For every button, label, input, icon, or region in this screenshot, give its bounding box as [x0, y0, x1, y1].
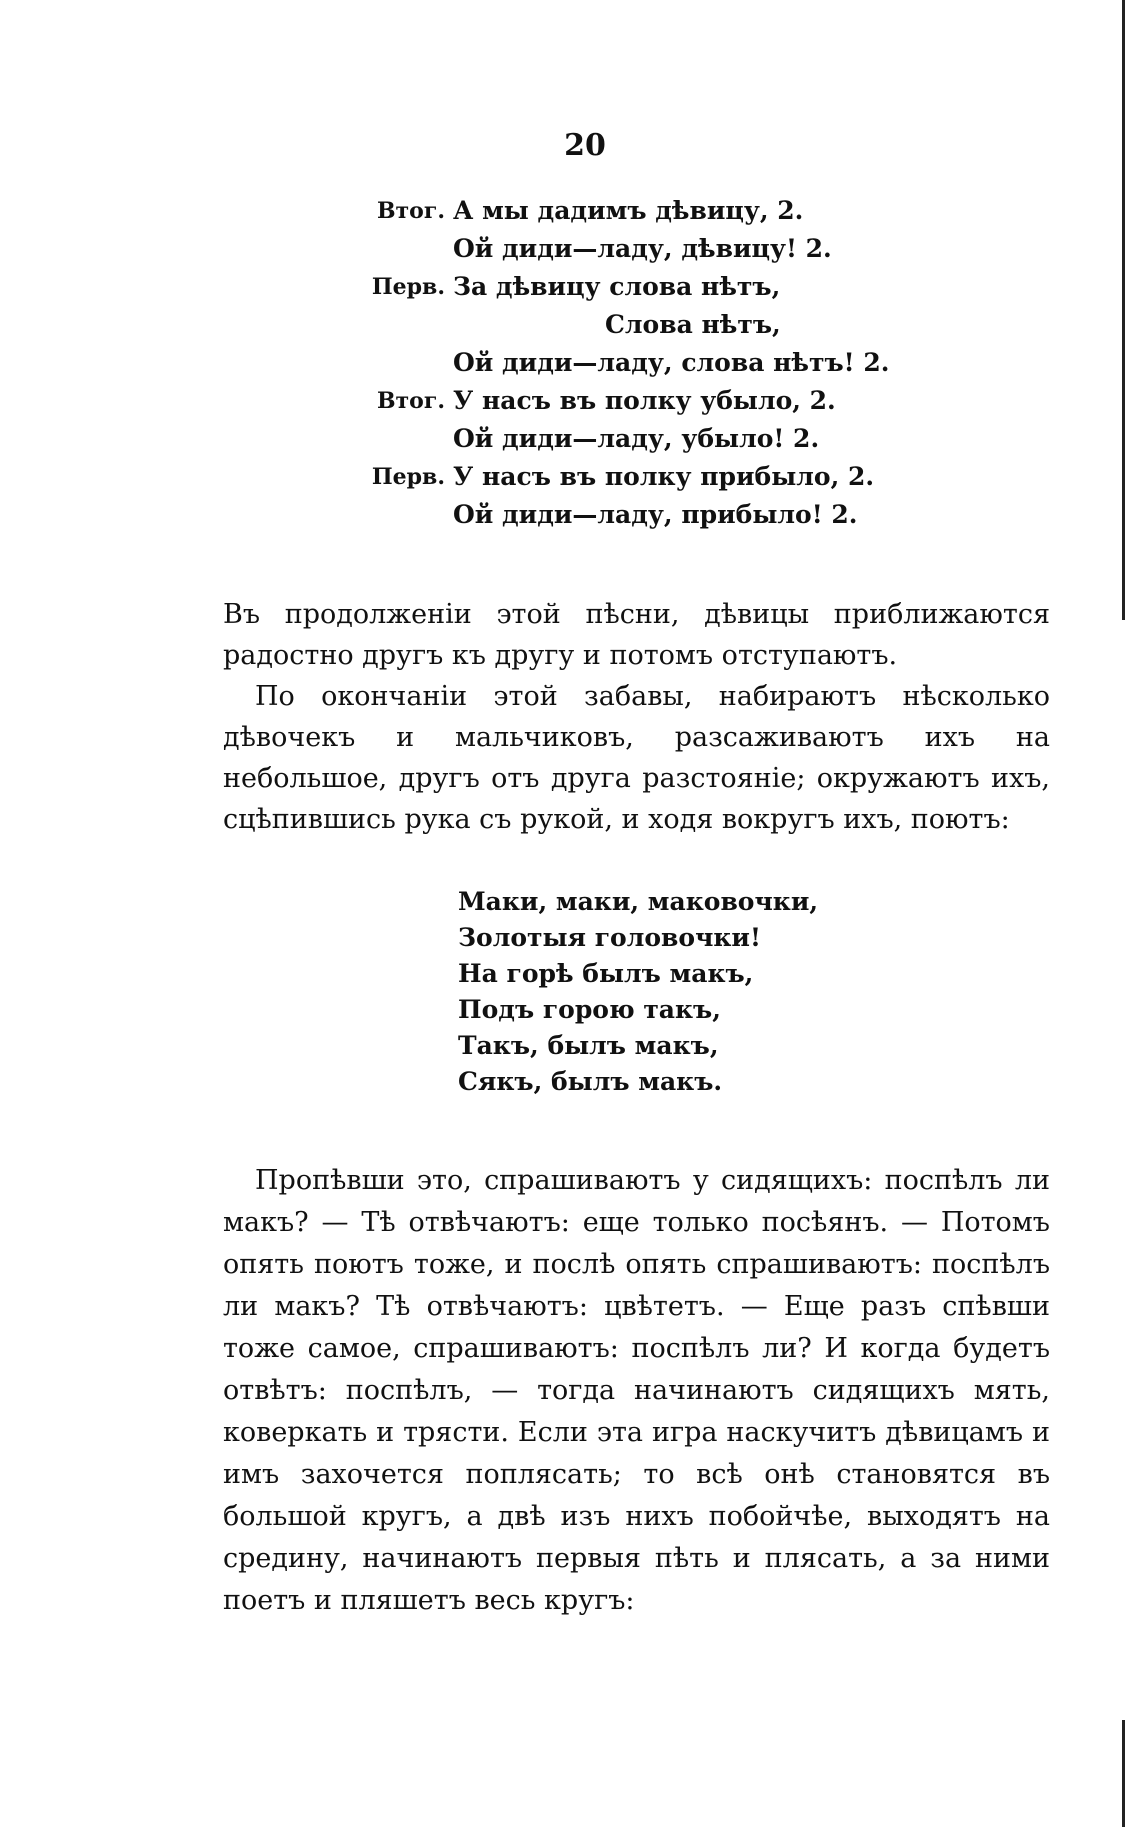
speaker-label: Втог. — [376, 388, 445, 414]
dialogue-line — [0, 192, 1140, 230]
speaker-label: Втог. — [376, 198, 445, 224]
song-line: На горѣ былъ макъ, — [458, 959, 754, 988]
prose-block-2 — [223, 1160, 1050, 1622]
dialogue-line — [0, 268, 1140, 306]
paragraph: По окончаніи этой забавы, набираютъ нѣсколько дѣвочекъ и мальчиковъ, разсаживаютъ ихъ на небольшое, другъ отъ друга разстояніе; окружаютъ ихъ, сцѣпившись рука съ рукой, и ходя вокругъ ихъ, поютъ: — [223, 681, 1050, 835]
verse-line: У насъ въ полку прибыло, 2. — [453, 462, 875, 491]
page-number: 20 — [564, 128, 606, 163]
song-line: Золотыя головочки! — [458, 923, 761, 952]
verse-line: Ой диди—ладу, слова нѣтъ! 2. — [453, 348, 890, 377]
speaker-label: Перв. — [371, 274, 445, 300]
dialogue-line — [0, 458, 1140, 496]
dialogue-line — [0, 230, 1140, 268]
dialogue-line — [0, 420, 1140, 458]
song-line: Сякъ, былъ макъ. — [458, 1067, 723, 1096]
page-edge-line-lower — [1122, 1720, 1125, 1827]
dialogue-line — [0, 344, 1140, 382]
verse-line: Ой диди—ладу, убыло! 2. — [453, 424, 820, 453]
dialogue-verse — [0, 192, 1140, 534]
song-verse — [458, 884, 818, 1100]
dialogue-line — [0, 496, 1140, 534]
verse-line: Ой диди—ладу, дѣвицу! 2. — [453, 234, 832, 263]
verse-line: Ой диди—ладу, прибыло! 2. — [453, 500, 858, 529]
verse-line: За дѣвицу слова нѣтъ, — [453, 272, 781, 301]
song-line: Маки, маки, маковочки, — [458, 887, 819, 916]
verse-line: А мы дадимъ дѣвицу, 2. — [453, 196, 804, 225]
dialogue-line — [0, 382, 1140, 420]
paragraph: Пропѣвши это, спрашиваютъ у сидящихъ: поспѣлъ ли макъ? — Тѣ отвѣчаютъ: еще только посѣянъ. — Потомъ опять поютъ тоже, и послѣ опять спрашиваютъ: поспѣлъ ли макъ? Тѣ отвѣчаютъ: цвѣтетъ. — Еще разъ спѣвши тоже самое, спрашиваютъ: поспѣлъ ли? И когда будетъ отвѣтъ: поспѣлъ, — тогда начинаютъ сидящихъ мять, коверкать и трясти. Если эта игра наскучитъ дѣвицамъ и имъ захочется поплясать; то всѣ онѣ становятся въ большой кругъ, а двѣ изъ нихъ побойчѣе, выходятъ на средину, начинаютъ первыя пѣть и плясать, а за ними поетъ и пляшетъ весь кругъ: — [223, 1165, 1050, 1616]
prose-block-1 — [223, 594, 1050, 840]
song-line: Такъ, былъ макъ, — [458, 1031, 719, 1060]
verse-line: Слова нѣтъ, — [605, 310, 781, 339]
song-line: Подъ горою такъ, — [458, 995, 721, 1024]
paragraph: Въ продолженіи этой пѣсни, дѣвицы приближаются радостно другъ къ другу и потомъ отступаютъ. — [223, 599, 1050, 671]
speaker-label: Перв. — [371, 464, 445, 490]
dialogue-line — [0, 306, 1140, 344]
verse-line: У насъ въ полку убыло, 2. — [453, 386, 836, 415]
